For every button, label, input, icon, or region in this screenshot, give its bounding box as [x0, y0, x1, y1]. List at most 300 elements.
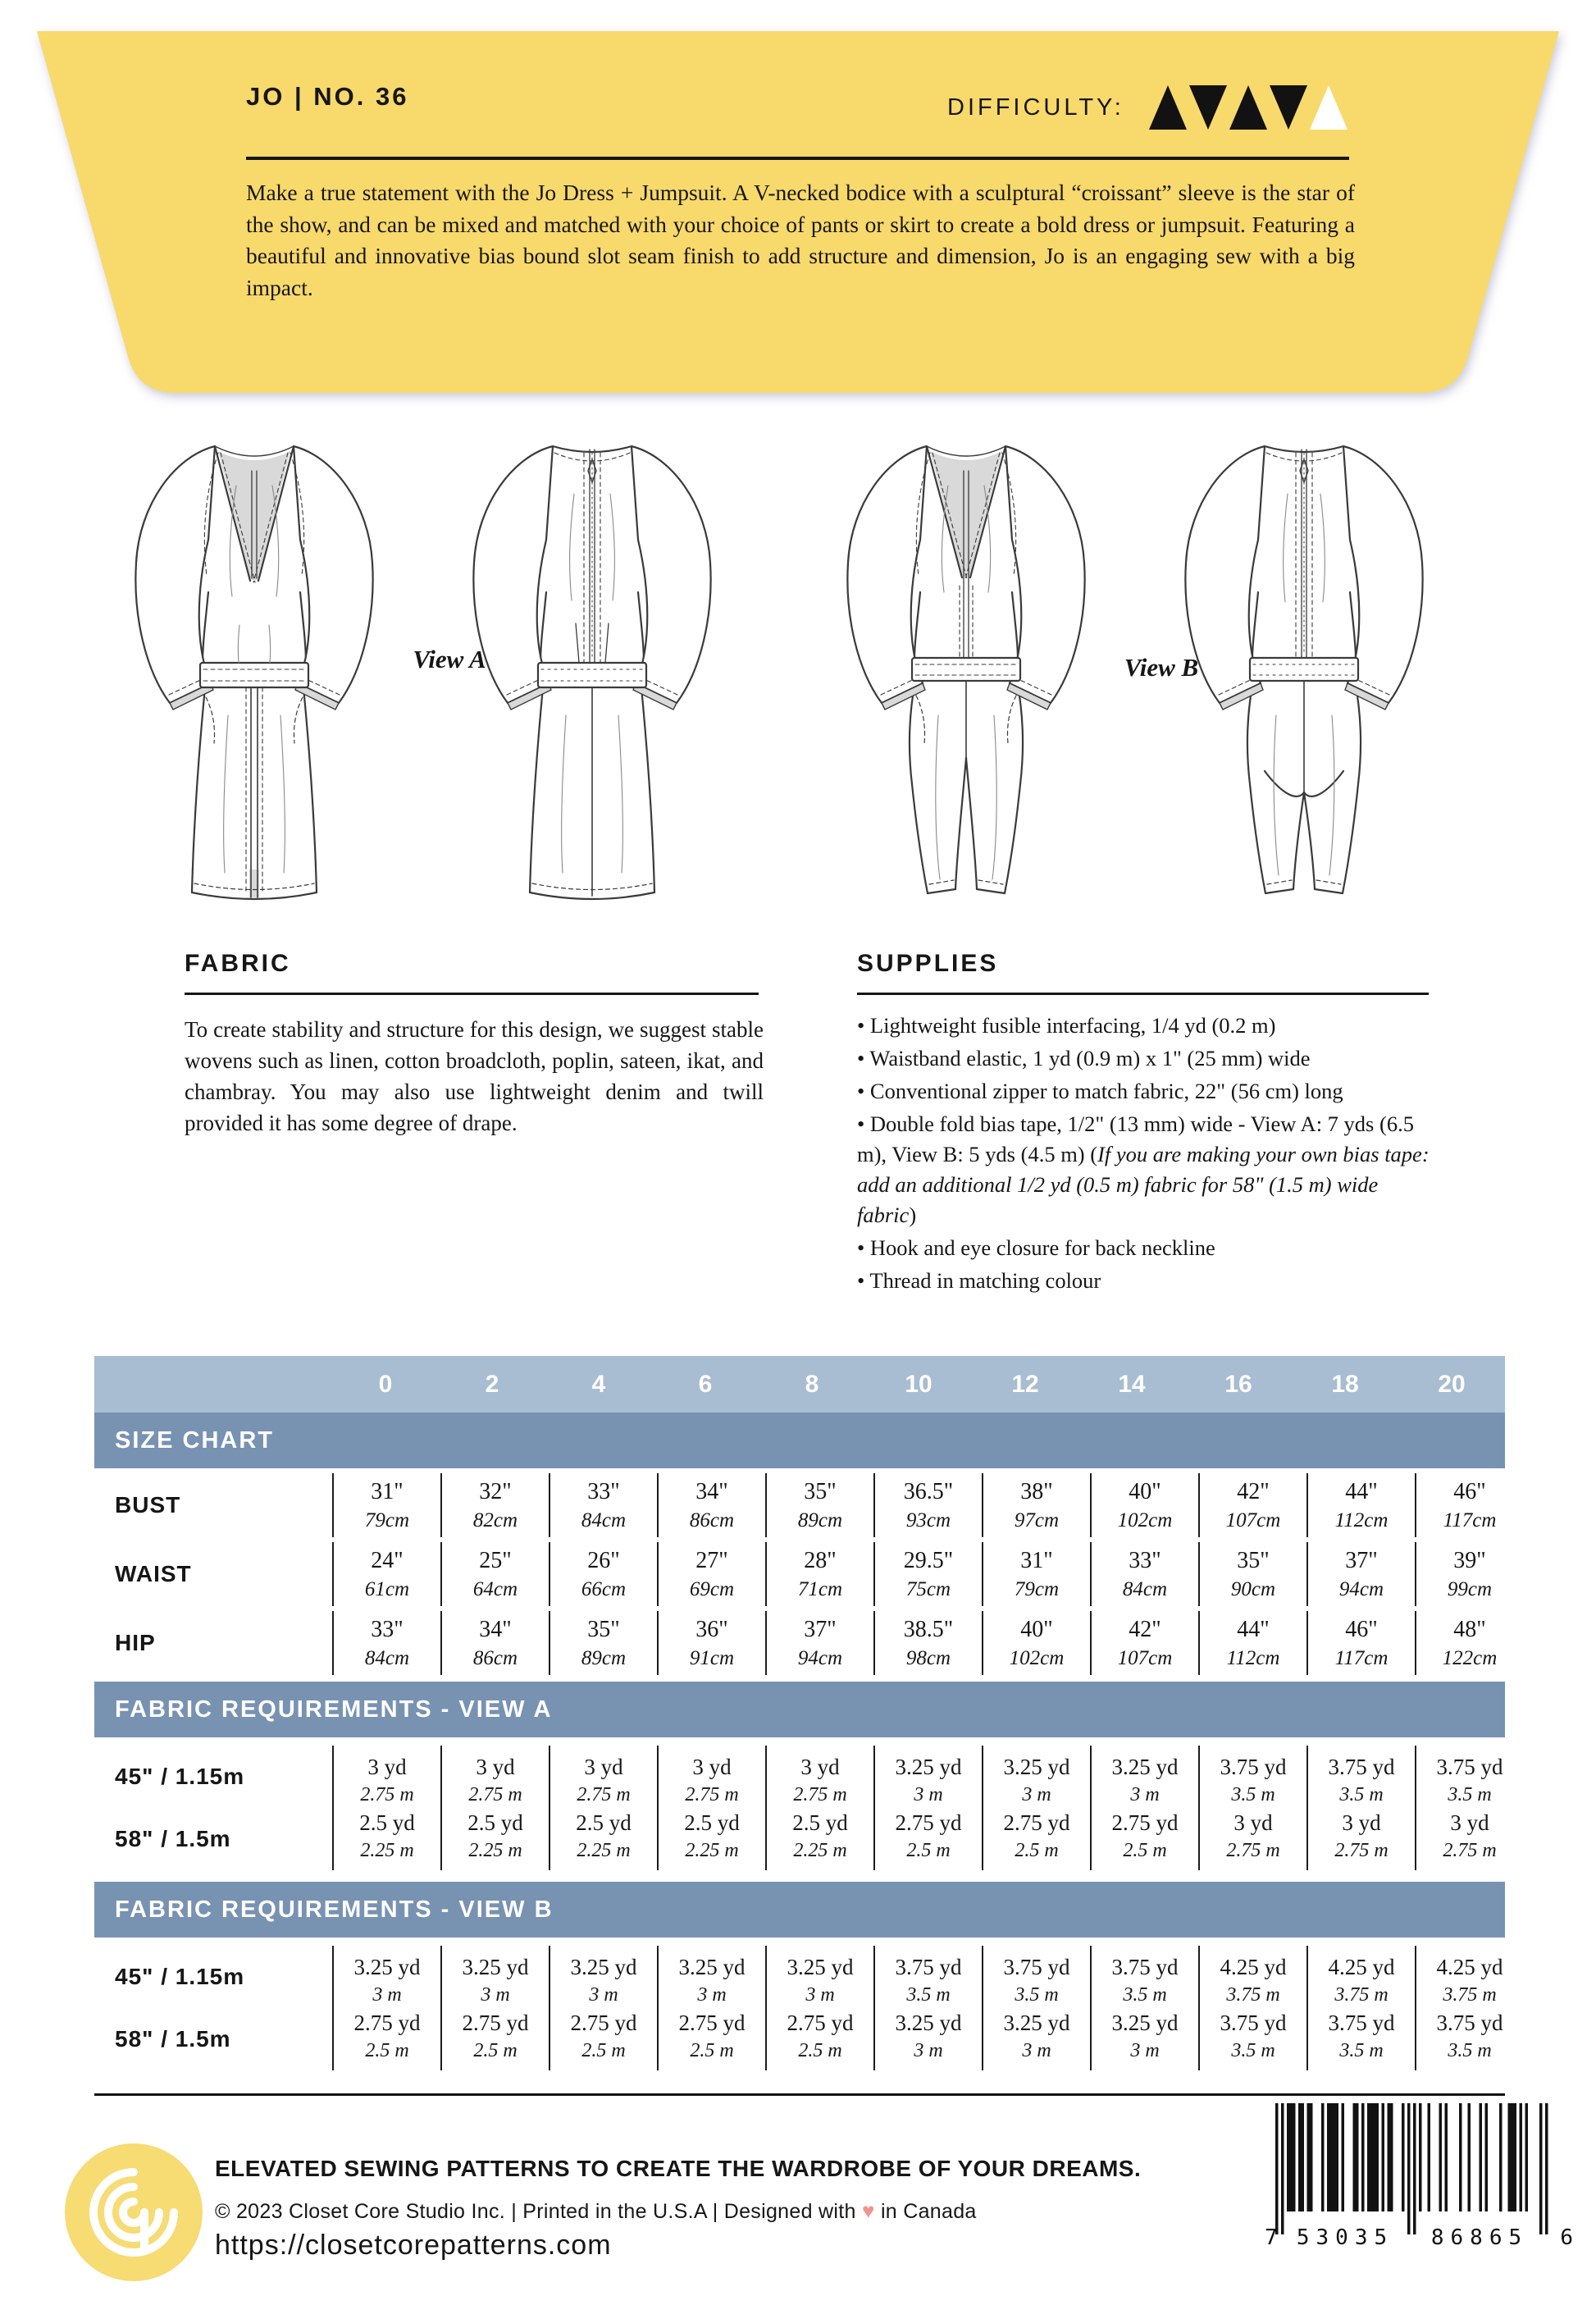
yardage-m: 2.5 m	[365, 2040, 409, 2061]
yardage-m: 3 m	[1130, 1784, 1160, 1805]
size-cell-cm: 84cm	[364, 1647, 410, 1669]
yardage-m: 2.75 m	[793, 1784, 847, 1805]
size-cell-cm: 122cm	[1442, 1647, 1498, 1669]
yardage-m: 3.5 m	[1231, 2040, 1275, 2061]
barcode-bar	[1321, 2103, 1325, 2211]
barcode-bar	[1499, 2103, 1503, 2211]
yardage-yd: 3.75 yd	[1111, 1955, 1179, 1979]
barcode-bar	[1342, 2103, 1345, 2211]
barcode-bar	[1539, 2103, 1543, 2234]
yardage-cell	[982, 1746, 1090, 1870]
size-column-header: 2	[485, 1370, 499, 1398]
size-header-row	[94, 1356, 1505, 1413]
difficulty-label: DIFFICULTY:	[947, 94, 1124, 121]
bust-cells	[332, 1473, 1523, 1537]
size-cell-cm: 71cm	[797, 1578, 843, 1600]
size-chart-band	[94, 1413, 1505, 1468]
yardage-yd: 2.75 yd	[678, 2011, 746, 2035]
fabric-width-label: 45" / 1.15m	[115, 1764, 245, 1789]
size-cell-cm: 75cm	[905, 1578, 951, 1600]
yardage-m: 2.25 m	[360, 1840, 414, 1861]
size-and-requirements-tables	[94, 1356, 1505, 2070]
heart-icon: ♥	[861, 2198, 875, 2223]
size-cell	[873, 1542, 982, 1606]
yardage-yd: 3.75 yd	[1220, 1755, 1287, 1779]
yardage-cell	[1306, 1946, 1415, 2070]
yardage-m: 3.75 m	[1334, 1984, 1389, 2006]
size-cell-inches: 44"	[1237, 1617, 1270, 1642]
barcode-bar	[1468, 2103, 1471, 2211]
fabric-requirements-view-b-table	[94, 1946, 1505, 2070]
size-cell-inches: 44"	[1345, 1479, 1378, 1504]
size-cell-inches: 24"	[371, 1548, 404, 1573]
yardage-m: 2.5 m	[798, 2040, 842, 2061]
size-chart-band-label: SIZE CHART	[115, 1426, 274, 1454]
yardage-m: 2.25 m	[685, 1840, 739, 1861]
yardage-m: 2.5 m	[690, 2040, 734, 2061]
size-cell-inches: 40"	[1129, 1479, 1161, 1504]
size-cell	[1090, 1542, 1198, 1606]
size-cell	[332, 1473, 440, 1537]
view-a-cells	[332, 1746, 1523, 1870]
yardage-m: 2.5 m	[906, 1840, 951, 1861]
size-cell	[1198, 1473, 1306, 1537]
yardage-cell	[1090, 1746, 1198, 1870]
pattern-title: JO | NO. 36	[246, 82, 409, 111]
size-cell-cm: 66cm	[581, 1578, 627, 1600]
yardage-m: 3.5 m	[1231, 1784, 1275, 1805]
yardage-yd: 3.25 yd	[1111, 2011, 1179, 2035]
yardage-m: 2.5 m	[581, 2040, 626, 2061]
barcode-digits: 53035	[1296, 2225, 1394, 2250]
supplies-heading: SUPPLIES	[857, 950, 999, 977]
size-cell-cm: 112cm	[1226, 1647, 1280, 1669]
barcode-digits: 6	[1560, 2225, 1573, 2250]
yardage-cell	[1090, 1946, 1198, 2070]
closet-core-logo	[64, 2143, 203, 2282]
size-cell	[440, 1542, 549, 1606]
size-cell-cm: 107cm	[1225, 1509, 1281, 1531]
size-cell	[549, 1473, 657, 1537]
fabric-requirements-view-a-table	[94, 1746, 1505, 1870]
copyright-text: © 2023 Closet Core Studio Inc. | Printed in the U.S.A | Designed with	[215, 2200, 856, 2223]
yardage-yd: 4.25 yd	[1220, 1955, 1287, 1979]
size-cell	[657, 1611, 765, 1675]
yardage-cell	[440, 1946, 549, 2070]
yardage-m: 2.75 m	[1334, 1840, 1389, 1861]
yardage-m: 2.25 m	[468, 1840, 522, 1861]
size-cell-inches: 34"	[479, 1617, 512, 1642]
view-b-cells	[332, 1946, 1523, 2070]
yardage-cell	[1415, 1946, 1523, 2070]
header-rule	[246, 157, 1349, 160]
yardage-m: 3 m	[914, 2040, 943, 2061]
size-cell-cm: 93cm	[905, 1509, 951, 1531]
yardage-m: 2.75 m	[577, 1784, 631, 1805]
size-column-header: 10	[905, 1370, 933, 1398]
fabric-rule	[185, 993, 759, 995]
size-cell-cm: 84cm	[1122, 1578, 1168, 1600]
yardage-yd: 2.75 yd	[353, 2011, 421, 2035]
size-cell-cm: 99cm	[1447, 1578, 1493, 1600]
hip-cells	[332, 1611, 1523, 1675]
difficulty-triangle-up	[1229, 85, 1267, 130]
size-cell-inches: 36.5"	[903, 1479, 954, 1504]
difficulty-indicator	[947, 82, 1352, 133]
yardage-m: 2.75 m	[1226, 1840, 1280, 1861]
size-cell-inches: 46"	[1345, 1617, 1378, 1642]
yardage-cell	[1415, 1746, 1523, 1870]
yardage-yd: 3 yd	[1450, 1810, 1489, 1835]
yardage-yd: 2.5 yd	[792, 1810, 848, 1835]
yardage-yd: 3.75 yd	[1328, 2011, 1395, 2035]
yardage-cell	[765, 1946, 873, 2070]
barcode-bar	[1459, 2103, 1462, 2211]
size-cell-cm: 64cm	[472, 1578, 518, 1600]
size-cell	[1090, 1473, 1198, 1537]
fabric-heading: FABRIC	[185, 950, 291, 977]
yardage-m: 3.5 m	[906, 1984, 951, 2006]
yardage-yd: 3 yd	[367, 1755, 407, 1779]
barcode-bar	[1353, 2103, 1359, 2211]
view-a-band-label: FABRIC REQUIREMENTS - VIEW A	[115, 1696, 553, 1723]
yardage-m: 2.75 m	[468, 1784, 522, 1805]
yardage-cell	[549, 1746, 657, 1870]
size-cell-inches: 37"	[1345, 1548, 1378, 1573]
yardage-yd: 3 yd	[476, 1755, 515, 1779]
dress-front-flat	[115, 420, 394, 929]
size-cell-inches: 46"	[1453, 1479, 1486, 1504]
fabric-requirements-view-b-band	[94, 1882, 1505, 1938]
size-column-header: 6	[698, 1370, 713, 1398]
yardage-m: 2.5 m	[1123, 1840, 1167, 1861]
yardage-cell	[1198, 1946, 1306, 2070]
size-cell-cm: 97cm	[1014, 1509, 1060, 1531]
yardage-yd: 3 yd	[584, 1755, 623, 1779]
size-cell	[1090, 1611, 1198, 1675]
supply-item: • Thread in matching colour	[857, 1268, 1101, 1293]
yardage-yd: 2.5 yd	[576, 1810, 632, 1835]
size-column-header: 18	[1331, 1370, 1359, 1398]
size-column-header: 12	[1011, 1370, 1039, 1398]
size-cell	[765, 1473, 873, 1537]
yardage-m: 3.5 m	[1339, 1784, 1384, 1805]
difficulty-triangle-icons	[1147, 82, 1352, 133]
barcode-bar	[1298, 2103, 1304, 2211]
size-column-header: 14	[1118, 1370, 1146, 1398]
size-cell-inches: 37"	[804, 1617, 837, 1642]
yardage-yd: 3.25 yd	[570, 1955, 637, 1979]
size-cell-cm: 79cm	[1014, 1578, 1060, 1600]
yardage-m: 3 m	[589, 1984, 618, 2006]
size-cell	[549, 1542, 657, 1606]
footer-copyright	[215, 2198, 977, 2224]
yardage-m: 3.5 m	[1339, 2040, 1384, 2061]
supply-item: • Waistband elastic, 1 yd (0.9 m) x 1" (25 mm) wide	[857, 1046, 1311, 1070]
yardage-m: 3 m	[481, 1984, 510, 2006]
size-row-bust	[94, 1473, 1505, 1537]
size-cell-cm: 94cm	[797, 1647, 843, 1669]
yardage-yd: 2.5 yd	[467, 1810, 523, 1835]
size-cell-inches: 33"	[587, 1479, 620, 1504]
size-cell-cm: 94cm	[1338, 1578, 1384, 1600]
size-column-header: 16	[1224, 1370, 1252, 1398]
yardage-cell	[440, 1746, 549, 1870]
difficulty-triangle-down	[1189, 85, 1227, 130]
yardage-cell	[657, 1746, 765, 1870]
size-cell-inches: 25"	[479, 1548, 512, 1573]
yardage-yd: 2.75 yd	[462, 2011, 529, 2035]
yardage-cell	[657, 1946, 765, 2070]
yardage-m: 2.75 m	[1443, 1840, 1497, 1861]
measurement-label: WAIST	[115, 1561, 192, 1586]
supplies-list	[857, 1011, 1436, 1299]
barcode-bar	[1439, 2103, 1443, 2211]
yardage-yd: 2.75 yd	[1003, 1810, 1070, 1835]
yardage-cell	[1306, 1746, 1415, 1870]
yardage-m: 3.75 m	[1226, 1984, 1280, 2006]
width-labels	[94, 1946, 332, 2070]
footer-url: https://closetcorepatterns.com	[215, 2230, 612, 2261]
barcode-bar	[1275, 2103, 1279, 2234]
size-cell	[982, 1542, 1090, 1606]
supply-item: • Lightweight fusible interfacing, 1/4 yd (0.2 m)	[857, 1013, 1276, 1038]
size-cell	[1415, 1611, 1523, 1675]
size-cell-cm: 117cm	[1443, 1509, 1497, 1531]
yardage-m: 3 m	[1022, 2040, 1051, 2061]
size-cell-inches: 35"	[804, 1479, 837, 1504]
yardage-yd: 3 yd	[1342, 1810, 1381, 1835]
size-cell-cm: 79cm	[364, 1509, 410, 1531]
size-cell-inches: 38"	[1020, 1479, 1053, 1504]
supply-item: • Hook and eye closure for back neckline	[857, 1235, 1215, 1260]
size-cell	[332, 1542, 440, 1606]
size-row-waist	[94, 1542, 1505, 1606]
size-cell-inches: 31"	[1020, 1548, 1053, 1573]
supply-item: • Double fold bias tape, 1/2" (13 mm) wide - View A: 7 yds (6.5 m), View B: 5 yds (4.5 m) (If you are making your own bias tape: add an additional 1/2 yd (0.5 m) fabric for 58" (1.5 m) wide fabric)	[857, 1111, 1430, 1227]
yardage-m: 2.5 m	[473, 2040, 518, 2061]
yardage-m: 3.5 m	[1123, 1984, 1167, 2006]
view-b-label: View B	[1124, 653, 1199, 682]
fabric-width-label: 45" / 1.15m	[115, 1964, 245, 1989]
size-cell	[1415, 1542, 1523, 1606]
size-column-header: 0	[378, 1370, 393, 1398]
pattern-description: Make a true statement with the Jo Dress + Jumpsuit. A V-necked bodice with a sculptural “croissant” sleeve is the star of the show, and can be mixed and matched with your choice of pants or skirt to create a bold dress or jumpsuit. Featuring a beautiful and innovative bias bound slot seam finish to add structure and dimension, Jo is an engaging sew with a big impact.	[246, 180, 1355, 300]
yardage-yd: 3.25 yd	[462, 1955, 529, 1979]
size-cell-cm: 112cm	[1334, 1509, 1389, 1531]
size-cell	[873, 1473, 982, 1537]
size-cell-inches: 36"	[695, 1617, 728, 1642]
size-cell	[765, 1611, 873, 1675]
size-cell-cm: 102cm	[1009, 1647, 1065, 1669]
size-cell-cm: 86cm	[472, 1647, 518, 1669]
upc-barcode	[1263, 2100, 1575, 2256]
barcode-bar	[1525, 2103, 1529, 2211]
yardage-cell	[765, 1746, 873, 1870]
barcode-bar	[1508, 2103, 1517, 2211]
barcode-bar	[1307, 2103, 1313, 2211]
size-cell-inches: 29.5"	[903, 1548, 954, 1573]
fabric-requirements-view-a-band	[94, 1682, 1505, 1737]
yardage-yd: 2.75 yd	[787, 2011, 854, 2035]
size-cell	[549, 1611, 657, 1675]
barcode-digits: 86865	[1430, 2225, 1529, 2250]
barcode-bar	[1281, 2103, 1284, 2234]
size-header-spacer	[94, 1356, 332, 1413]
size-cell-inches: 32"	[479, 1479, 512, 1504]
yardage-cell	[332, 1746, 440, 1870]
measurement-label: BUST	[115, 1492, 181, 1518]
difficulty-triangle-up	[1149, 85, 1187, 130]
yardage-cell	[1198, 1746, 1306, 1870]
size-cell	[332, 1611, 440, 1675]
size-cell-inches: 33"	[1129, 1548, 1161, 1573]
size-cell-inches: 34"	[695, 1479, 728, 1504]
size-cell	[873, 1611, 982, 1675]
yardage-yd: 3 yd	[692, 1755, 732, 1779]
yardage-m: 3.5 m	[1015, 1984, 1059, 2006]
yardage-m: 2.75 m	[360, 1784, 414, 1805]
footer-divider	[94, 2093, 1505, 2096]
size-cell-cm: 89cm	[797, 1509, 843, 1531]
size-cell-cm: 89cm	[581, 1647, 627, 1669]
yardage-cell	[549, 1946, 657, 2070]
yardage-m: 3.5 m	[1448, 2040, 1492, 2061]
size-header-cells	[332, 1356, 1505, 1413]
yardage-yd: 3.75 yd	[1328, 1755, 1395, 1779]
measurement-label: HIP	[115, 1630, 156, 1655]
jumpsuit-front-flat	[827, 420, 1106, 929]
yardage-m: 2.25 m	[577, 1840, 631, 1861]
yardage-yd: 3.25 yd	[1003, 1755, 1070, 1779]
size-row-hip	[94, 1611, 1505, 1675]
yardage-yd: 3.75 yd	[1220, 2011, 1287, 2035]
yardage-yd: 3.75 yd	[1436, 2011, 1503, 2035]
yardage-m: 3 m	[805, 1984, 835, 2006]
size-cell	[1306, 1611, 1415, 1675]
size-cell-inches: 42"	[1129, 1617, 1161, 1642]
barcode-bar	[1419, 2103, 1422, 2211]
size-cell	[657, 1542, 765, 1606]
fabric-width-label: 58" / 1.5m	[115, 2026, 231, 2052]
size-cell	[1198, 1611, 1306, 1675]
size-cell-cm: 107cm	[1117, 1647, 1173, 1669]
yardage-m: 3 m	[1022, 1784, 1051, 1805]
size-cell-cm: 90cm	[1230, 1578, 1276, 1600]
size-cell	[440, 1473, 549, 1537]
yardage-yd: 3.25 yd	[895, 1755, 962, 1779]
supply-item: • Conventional zipper to match fabric, 22" (56 cm) long	[857, 1079, 1343, 1103]
yardage-m: 3 m	[372, 1984, 402, 2006]
barcode-digits: 7	[1265, 2225, 1278, 2250]
barcode-bar	[1545, 2103, 1548, 2234]
size-cell-cm: 69cm	[689, 1578, 735, 1600]
yardage-yd: 3.75 yd	[1436, 1755, 1503, 1779]
size-cell-cm: 91cm	[689, 1647, 735, 1669]
yardage-m: 3.5 m	[1448, 1784, 1492, 1805]
barcode-bar	[1388, 2103, 1393, 2211]
size-cell-cm: 102cm	[1117, 1509, 1173, 1531]
barcode-bar	[1480, 2103, 1483, 2211]
size-cell-cm: 98cm	[905, 1647, 951, 1669]
yardage-m: 3.75 m	[1443, 1984, 1497, 2006]
supplies-rule	[857, 993, 1429, 995]
size-cell-inches: 35"	[1237, 1548, 1270, 1573]
yardage-yd: 3.25 yd	[678, 1955, 746, 1979]
size-cell-inches: 26"	[587, 1548, 620, 1573]
yardage-yd: 2.75 yd	[895, 1810, 962, 1835]
copyright-country: in Canada	[880, 2200, 977, 2223]
yardage-yd: 4.25 yd	[1436, 1955, 1503, 1979]
size-cell-inches: 48"	[1453, 1617, 1486, 1642]
yardage-yd: 3.25 yd	[787, 1955, 854, 1979]
size-column-header: 20	[1438, 1370, 1466, 1398]
barcode-bar	[1445, 2103, 1448, 2211]
yardage-yd: 2.5 yd	[684, 1810, 740, 1835]
size-cell-inches: 38.5"	[903, 1617, 954, 1642]
yardage-cell	[332, 1946, 440, 2070]
yardage-yd: 3.25 yd	[353, 1955, 421, 1979]
yardage-yd: 2.5 yd	[359, 1810, 415, 1835]
size-cell	[765, 1542, 873, 1606]
size-cell	[982, 1611, 1090, 1675]
barcode-bar	[1327, 2103, 1338, 2211]
yardage-yd: 4.25 yd	[1328, 1955, 1395, 1979]
size-cell-inches: 33"	[371, 1617, 404, 1642]
difficulty-triangle-up	[1310, 85, 1347, 130]
size-cell-cm: 61cm	[364, 1578, 410, 1600]
yardage-yd: 3.25 yd	[1003, 2011, 1070, 2035]
size-cell-inches: 31"	[371, 1479, 404, 1504]
yardage-yd: 2.75 yd	[1111, 1810, 1179, 1835]
yardage-yd: 3.75 yd	[895, 1955, 962, 1979]
barcode-bar	[1402, 2103, 1405, 2211]
yardage-cell	[873, 1746, 982, 1870]
size-cell-inches: 39"	[1453, 1548, 1486, 1573]
size-cell-cm: 82cm	[472, 1509, 518, 1531]
size-cell-cm: 84cm	[581, 1509, 627, 1531]
yardage-yd: 3 yd	[800, 1755, 840, 1779]
barcode-bar	[1287, 2103, 1296, 2211]
difficulty-triangle-down	[1270, 85, 1307, 130]
yardage-cell	[982, 1946, 1090, 2070]
yardage-m: 3 m	[914, 1784, 943, 1805]
barcode-bar	[1413, 2103, 1416, 2234]
yardage-yd: 3.75 yd	[1003, 1955, 1070, 1979]
yardage-m: 3 m	[697, 1984, 727, 2006]
fabric-body: To create stability and structure for this design, we suggest stable wovens such as linen, cotton broadcloth, poplin, sateen, ikat, and chambray. You may also use lightweight denim and twill provided it has some degree of drape.	[185, 1017, 764, 1135]
yardage-yd: 3 yd	[1233, 1810, 1273, 1835]
yardage-yd: 3.25 yd	[895, 2011, 962, 2035]
view-b-band-label: FABRIC REQUIREMENTS - VIEW B	[115, 1896, 554, 1923]
size-cell	[982, 1473, 1090, 1537]
yardage-m: 3 m	[1130, 2040, 1160, 2061]
fabric-width-label: 58" / 1.5m	[115, 1826, 231, 1851]
size-cell-inches: 28"	[804, 1548, 837, 1573]
size-cell-inches: 40"	[1020, 1617, 1053, 1642]
barcode-bar	[1361, 2103, 1365, 2211]
size-cell	[1415, 1473, 1523, 1537]
barcode-bar	[1407, 2103, 1411, 2234]
size-cell-cm: 86cm	[689, 1509, 735, 1531]
yardage-m: 2.75 m	[685, 1784, 739, 1805]
size-cell-inches: 35"	[587, 1617, 620, 1642]
size-cell-cm: 117cm	[1334, 1647, 1389, 1669]
size-cell	[1306, 1542, 1415, 1606]
width-labels	[94, 1746, 332, 1870]
barcode-bar	[1520, 2103, 1523, 2211]
size-cell-inches: 42"	[1237, 1479, 1270, 1504]
